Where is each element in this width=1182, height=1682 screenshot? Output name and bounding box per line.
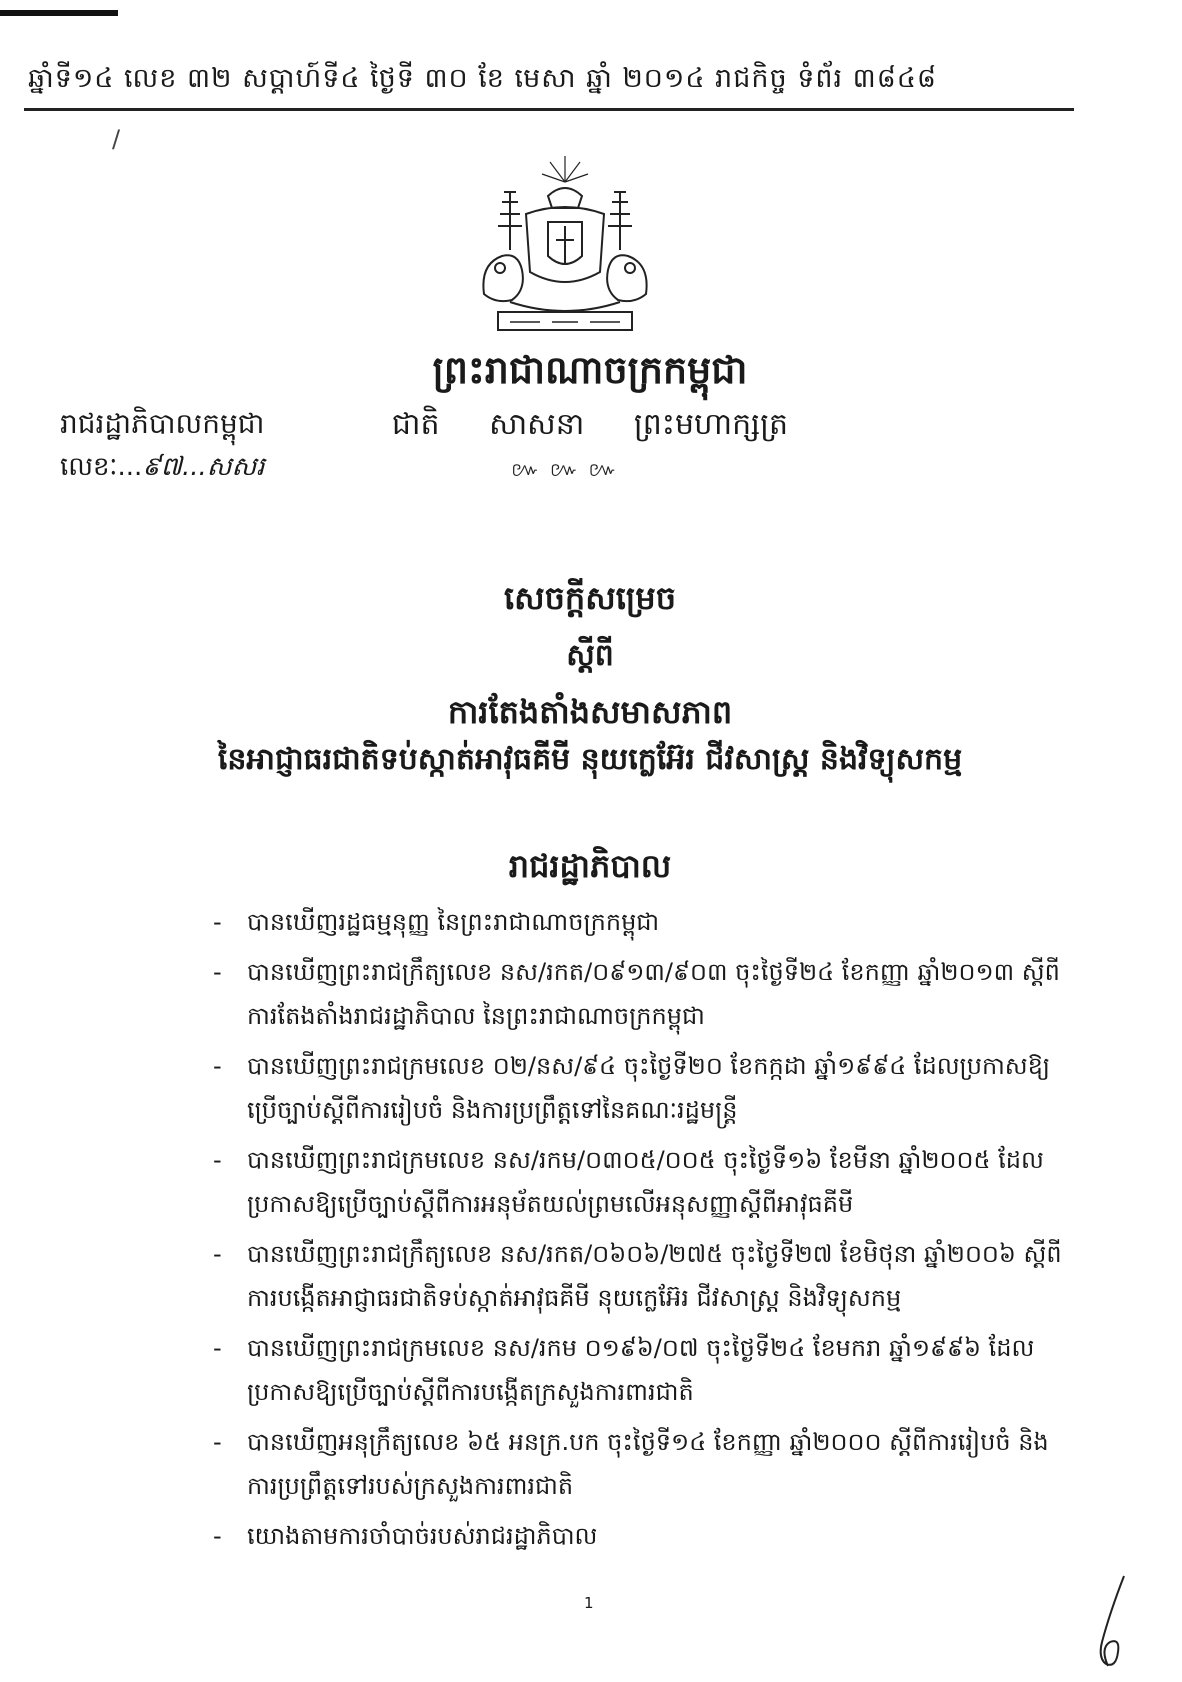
- gazette-rule: [24, 108, 1074, 111]
- consideration-item: - បានឃើញរដ្ឋធម្មនុញ្ញ នៃព្រះរាជាណាចក្រកម្ពុជា: [205, 900, 1065, 944]
- signature-icon: [1080, 1572, 1140, 1672]
- authority-heading: រាជរដ្ឋាភិបាល: [508, 847, 672, 885]
- national-motto: ជាតិ សាសនា ព្រះមហាក្សត្រ: [391, 407, 789, 442]
- decision-title: សេចក្តីសម្រេច: [503, 579, 677, 617]
- reference-number: [60, 450, 265, 488]
- decision-subject-detail: នៃអាជ្ញាធរជាតិទប់ស្កាត់អាវុធគីមី នុយក្លេអ៊ែរ ជីវសាស្រ្ត និងវិទ្យុសកម្ម: [217, 742, 963, 777]
- consideration-item: - បានឃើញព្រះរាជក្រឹត្យលេខ នស/រកត/០៦០៦/២៧៥ ចុះថ្ងៃទី២៧ ខែមិថុនា ឆ្នាំ២០០៦ ស្តីពីការបង្កើតអាជ្ញាធរជាតិទប់ស្កាត់អាវុធគីមី នុយក្លេអ៊ែរ ជីវសាស្រ្ត និងវិទ្យុសកម្ម: [205, 1232, 1065, 1320]
- gazette-header: ឆ្នាំទី១៤ លេខ ៣២ សប្តាហ៍ទី៤ ថ្ងៃទី ៣០ ខែ មេសា ឆ្នាំ ២០១៤ រាជកិច្ច ទំព័រ ៣៨៤៨: [28, 63, 938, 94]
- consideration-item: - បានឃើញព្រះរាជក្រឹត្យលេខ នស/រកត/០៩១៣/៩០៣ ចុះថ្ងៃទី២៤ ខែកញ្ញា ឆ្នាំ២០១៣ ស្តីពីការតែងតាំងរាជរដ្ឋាភិបាល នៃព្រះរាជាណាចក្រកម្ពុជា: [205, 950, 1065, 1038]
- consideration-item: - បានឃើញព្រះរាជក្រមលេខ នស/រកម ០១៩៦/០៧ ចុះថ្ងៃទី២៤ ខែមករា ឆ្នាំ១៩៩៦ ដែលប្រកាសឱ្យប្រើច្បាប់ស្តីពីការបង្កើតក្រសួងការពារជាតិ: [205, 1326, 1065, 1414]
- page-number: 1: [584, 1594, 594, 1612]
- considerations-list: [205, 900, 1065, 1564]
- decision-subject: ការតែងតាំងសមាសភាព: [447, 693, 733, 731]
- consideration-item: - បានឃើញព្រះរាជក្រមលេខ នស/រកម/០៣០៥/០០៥ ចុះថ្ងៃទី១៦ ខែមីនា ឆ្នាំ២០០៥ ដែលប្រកាសឱ្យប្រើច្បាប់ស្តីពីការអនុម័តយល់ព្រមលើអនុសញ្ញាស្តីពីអាវុធគីមី: [205, 1138, 1065, 1226]
- consideration-item: - បានឃើញព្រះរាជក្រមលេខ ០២/នស/៩៤ ចុះថ្ងៃទី២០ ខែកក្កដា ឆ្នាំ១៩៩៤ ដែលប្រកាសឱ្យប្រើច្បាប់ស្តីពីការរៀបចំ និងការប្រព្រឹត្តទៅនៃគណៈរដ្ឋមន្ត្រី: [205, 1044, 1065, 1132]
- reference-label: លេខៈ...: [60, 452, 143, 482]
- stray-mark: /: [112, 125, 121, 153]
- top-rule: [0, 10, 118, 16]
- reference-value: ៩៧...សសរ: [142, 452, 265, 482]
- consideration-item: - យោងតាមការចាំបាច់របស់រាជរដ្ឋាភិបាល: [205, 1514, 1065, 1558]
- royal-coat-of-arms-icon: [470, 152, 660, 336]
- kingdom-title: ព្រះរាជាណាចក្រកម្ពុជា: [432, 348, 748, 392]
- issuing-authority: រាជរដ្ឋាភិបាលកម្ពុជា: [60, 407, 265, 440]
- ornament-divider: ៚ ៚ ៚: [511, 457, 619, 481]
- consideration-item: - បានឃើញអនុក្រឹត្យលេខ ៦៥ អនក្រ.បក ចុះថ្ងៃទី១៤ ខែកញ្ញា ឆ្នាំ២០០០ ស្តីពីការរៀបចំ និងការប្រព្រឹត្តទៅរបស់ក្រសួងការពារជាតិ: [205, 1420, 1065, 1508]
- decision-about: ស្តីពី: [566, 638, 614, 673]
